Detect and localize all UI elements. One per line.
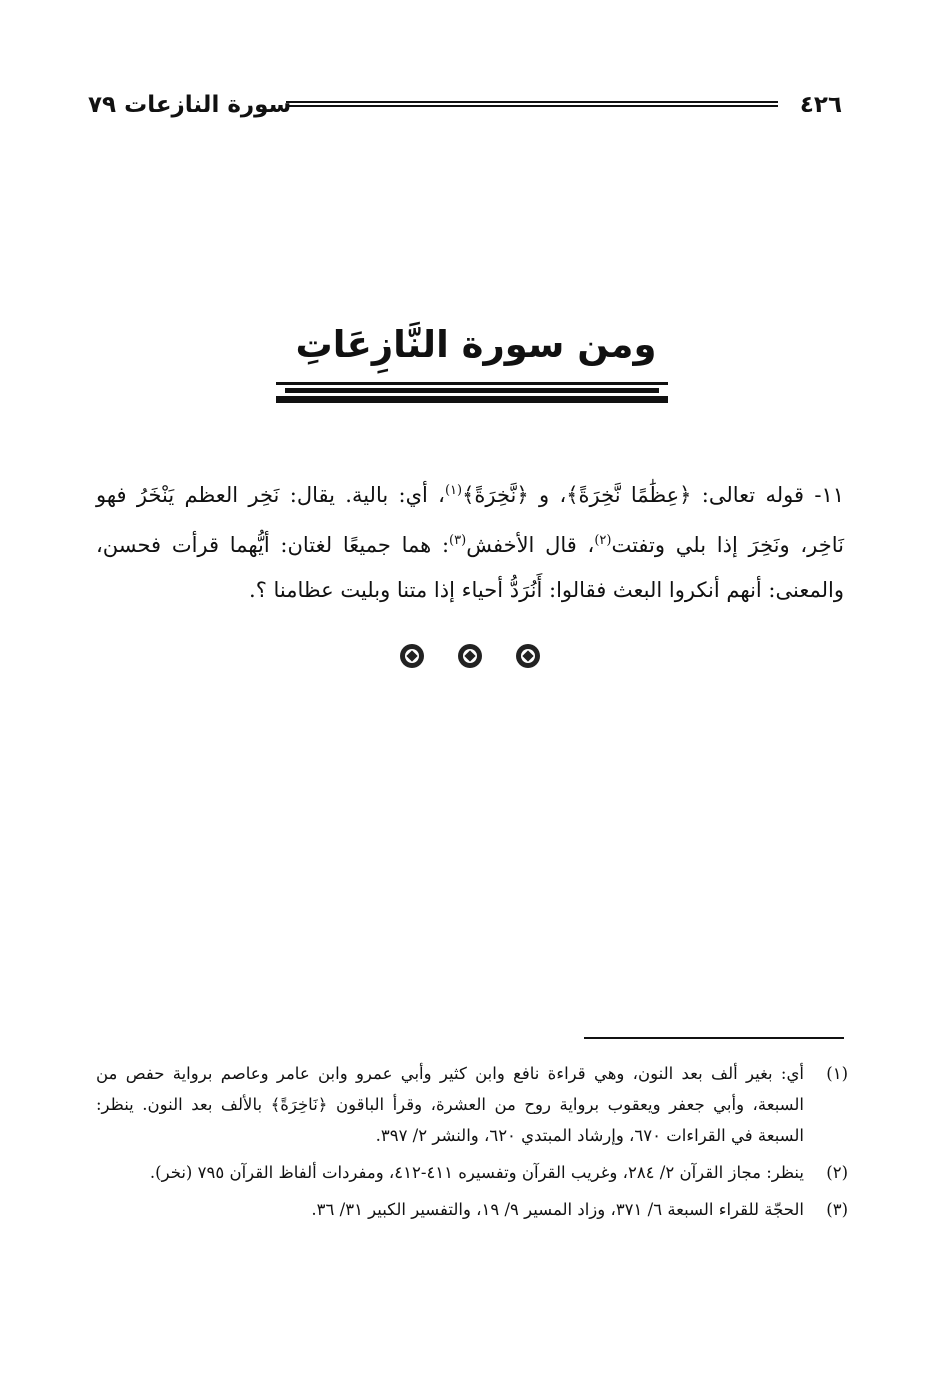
body-line-4: ، قال الأخفش bbox=[466, 533, 595, 557]
title-rule-thin bbox=[276, 382, 668, 385]
footnote-2 bbox=[96, 1157, 848, 1188]
body-line-7: أحياء إذا متنا وبليت عظامنا ؟. bbox=[249, 578, 504, 602]
footnote-separator bbox=[584, 1037, 844, 1039]
page-number: ٤٢٦ bbox=[799, 92, 842, 118]
surah-title: ومن سورة النَّازِعَاتِ bbox=[295, 323, 657, 366]
footnote-1 bbox=[96, 1058, 848, 1151]
title-rule-mid bbox=[285, 388, 659, 393]
footnote-number: (٢) bbox=[826, 1163, 848, 1182]
footnote-number: (٣) bbox=[826, 1200, 848, 1219]
running-title: سورة النازعات ٧٩ bbox=[88, 92, 292, 118]
footnote-3 bbox=[96, 1194, 848, 1225]
footnote-number: (١) bbox=[826, 1064, 848, 1083]
ornament-icon bbox=[516, 644, 540, 668]
footnote-text: ينظر: مجاز القرآن ٢/ ٢٨٤، وغريب القرآن وتفسيره ٤١١-٤١٢، ومفردات ألفاظ القرآن ٧٩٥ (نخر). bbox=[149, 1163, 804, 1182]
body-line-5: : هما bbox=[401, 533, 450, 557]
footnotes bbox=[96, 1058, 848, 1231]
footnote-ref-2[interactable]: (٢) bbox=[594, 533, 612, 548]
footnote-ref-1[interactable]: (١) bbox=[444, 483, 463, 498]
ornament-icon bbox=[458, 644, 482, 668]
title-rule-thick bbox=[276, 396, 668, 403]
body-line-1: ١١- قوله تعالى: ﴿عِظَٰمًا نَّخِرَةً﴾، و ﴿نَّخِرَةً﴾ bbox=[462, 483, 844, 507]
footnote-text: أي: بغير ألف بعد النون، وهي قراءة نافع وابن كثير وأبي عمرو وابن عامر وعاصم برواية حفص من السبعة، وأبي جعفر ويعقوب برواية روح من العشرة، وقرأ الباقون ﴿نَاخِرَةً﴾ بالألف بعد النون. ينظر: السبعة في القراءات ٦٧٠، وإرشاد المبتدي ٦٢٠، والنشر ٢/ ٣٩٧. bbox=[96, 1064, 804, 1145]
footnote-text: الحجّة للقراء السبعة ٦/ ٣٧١، وزاد المسير ٩/ ١٩، والتفسير الكبير ٣١/ ٣٦. bbox=[311, 1200, 804, 1219]
ornament-icon bbox=[400, 644, 424, 668]
body-paragraph bbox=[96, 468, 844, 613]
section-ornaments bbox=[400, 644, 540, 670]
footnote-ref-3[interactable]: (٣) bbox=[449, 533, 467, 548]
body-line-6: جميعًا لغتان: أيُّهما قرأت فحسن، والمعنى: أنهم أنكروا البعث فقالوا: أَنُرَدُّ bbox=[96, 533, 844, 602]
header-rule bbox=[286, 101, 778, 111]
body-line-3: نَخِر العظم يَنْخَرُ فهو نَاخِر، ونَخِرَ إذا بلي وتفتت bbox=[96, 483, 844, 557]
body-line-2: ، أي: بالية. يقال: bbox=[289, 483, 445, 507]
